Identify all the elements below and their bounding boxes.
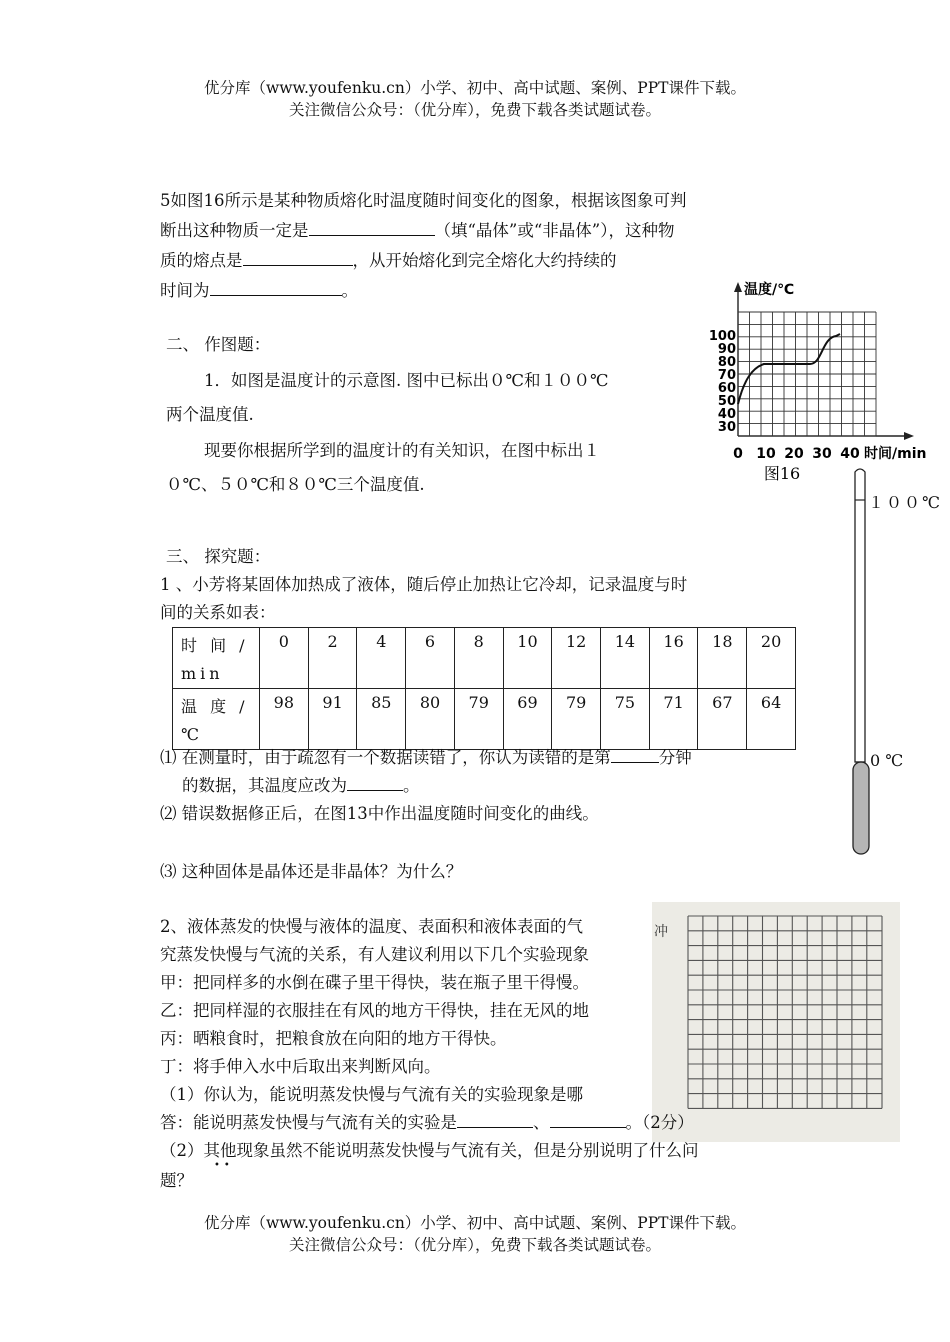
table-cell: 14 xyxy=(601,628,650,689)
s3-sub1-line-2b: 。 xyxy=(403,776,420,795)
graph-paper-grid xyxy=(652,902,900,1142)
header-line-2: 关注微信公众号：（优分库），免费下载各类试题试卷。 xyxy=(288,101,661,119)
thermometer xyxy=(846,466,876,860)
y-tick: 70 xyxy=(717,368,736,383)
table-cell: 79 xyxy=(552,689,601,750)
q2-jia: 甲：把同样多的水倒在碟子里干得快，装在瓶子里干得慢。 xyxy=(160,973,589,992)
table-cell: 71 xyxy=(649,689,698,750)
answer-blank[interactable] xyxy=(347,772,403,791)
q2-answer-line xyxy=(160,1108,694,1138)
q2-bing: 丙：晒粮食时，把粮食放在向阳的地方干得快。 xyxy=(160,1029,507,1048)
footer-line-1: 优分库（www.youfenku.cn）小学、初中、高中试题、案例、PPT课件下载。 xyxy=(203,1214,747,1232)
thermometer-bulb xyxy=(853,762,869,854)
y-tick: 90 xyxy=(717,342,736,357)
s2-q1-line-3: 现要你根据所学到的温度计的有关知识，在图中标出１ xyxy=(204,441,600,460)
table-cell: 16 xyxy=(649,628,698,689)
y-tick: 30 xyxy=(717,420,736,435)
s3-q1-line-2: 间的关系如表： xyxy=(160,603,276,622)
x-axis-arrow xyxy=(904,432,914,440)
table-cell: 69 xyxy=(503,689,552,750)
q5-line-4 xyxy=(160,276,358,306)
s3-q1-line-1: 1 、小芳将某固体加热成了液体，随后停止加热让它冷却，记录温度与时 xyxy=(160,575,688,594)
y-tick: 40 xyxy=(717,407,736,422)
q2-yi: 乙：把同样湿的衣服挂在有风的地方干得快，挂在无风的地 xyxy=(160,1001,589,1020)
answer-blank[interactable] xyxy=(550,1109,626,1128)
y-axis-label: 温度/℃ xyxy=(744,282,795,298)
q2-ding: 丁：将手伸入水中后取出来判断风向。 xyxy=(160,1057,441,1076)
table-cell: 64 xyxy=(747,689,796,750)
answer-blank[interactable] xyxy=(611,744,659,763)
y-tick: 80 xyxy=(717,355,736,370)
table-cell: 80 xyxy=(406,689,455,750)
y-tick: 100 xyxy=(708,329,736,344)
table-cell: 85 xyxy=(357,689,406,750)
x-tick: 30 xyxy=(812,446,832,462)
q5-line-3a: 质的熔点是 xyxy=(160,251,243,270)
q2-ans-a: 答：能说明蒸发快慢与气流有关的实验是 xyxy=(160,1113,457,1132)
table-cell: 75 xyxy=(601,689,650,750)
s2-q1-line-1: 1．如图是温度计的示意图. 图中已标出０℃和１００℃ xyxy=(204,371,609,390)
s3-sub1-line-2 xyxy=(182,771,420,801)
x-tick: 10 xyxy=(756,446,776,462)
table-row xyxy=(173,689,796,750)
s2-q1-line-4: ０℃、５０℃和８０℃三个温度值. xyxy=(166,475,425,494)
temperature-table xyxy=(172,627,796,750)
table-cell: 10 xyxy=(503,628,552,689)
table-cell: 91 xyxy=(308,689,357,750)
grid-fragment-label: 冲 xyxy=(654,924,668,940)
graph-paper-image xyxy=(652,902,900,1142)
x-axis-label: 时间/min xyxy=(864,446,927,462)
s2-q1-line-2: 两个温度值. xyxy=(166,405,254,424)
header-line-1: 优分库（www.youfenku.cn）小学、初中、高中试题、案例、PPT课件下载。 xyxy=(203,79,747,97)
y-tick: 50 xyxy=(717,394,736,409)
y-axis-arrow xyxy=(734,282,742,292)
q5-line-1: 5如图16所示是某种物质熔化时温度随时间变化的图象，根据该图象可判 xyxy=(160,191,687,210)
melting-curve xyxy=(738,334,840,404)
x-tick: 0 xyxy=(733,446,743,462)
q2-ans-end: 。（2分） xyxy=(625,1113,694,1132)
q2-sub2-line-1: （2）其他现象虽然不能说明蒸发快慢与气流有关，但是分别说明了什么问 xyxy=(160,1141,699,1160)
row-label-temp: 温 度 / ℃ xyxy=(173,689,260,750)
thermometer-label-0: 0 ℃ xyxy=(870,751,904,770)
emphasis-dots: •• xyxy=(214,1160,234,1171)
figure-16-graph xyxy=(700,276,940,488)
s3-sub1-line-1b: 分钟 xyxy=(658,748,692,767)
q2-line-2: 究蒸发快慢与气流的关系，有人建议利用以下几个实验现象 xyxy=(160,945,589,964)
s3-sub3: ⑶ 这种固体是晶体还是非晶体？为什么？ xyxy=(160,862,463,881)
footer-line-2: 关注微信公众号：（优分库），免费下载各类试题试卷。 xyxy=(288,1236,661,1254)
q5-line-2b: （填“晶体”或“非晶体”），这种物 xyxy=(434,221,675,240)
q2-ans-sep: 、 xyxy=(533,1113,550,1132)
table-cell: 0 xyxy=(260,628,309,689)
q5-line-2a: 断出这种物质一定是 xyxy=(160,221,309,240)
table-cell: 79 xyxy=(454,689,503,750)
table-cell: 2 xyxy=(308,628,357,689)
table-cell: 4 xyxy=(357,628,406,689)
answer-blank[interactable] xyxy=(243,247,353,266)
table-cell: 12 xyxy=(552,628,601,689)
q2-line-1: 2、液体蒸发的快慢与液体的温度、表面积和液体表面的气 xyxy=(160,917,583,936)
table-row xyxy=(173,628,796,689)
s3-sub2: ⑵ 错误数据修正后，在图13中作出温度随时间变化的曲线。 xyxy=(160,804,599,823)
table-cell: 20 xyxy=(747,628,796,689)
x-tick: 40 xyxy=(840,446,860,462)
figure-caption: 图16 xyxy=(763,464,801,483)
section-2-title: 二、 作图题： xyxy=(166,335,271,354)
grid-lines xyxy=(738,312,876,436)
q5-line-4b: 。 xyxy=(341,281,358,300)
y-tick: 60 xyxy=(717,381,736,396)
s3-sub1-line-1a: ⑴ 在测量时，由于疏忽有一个数据读错了，你认为读错的是第 xyxy=(160,748,611,767)
x-tick: 20 xyxy=(784,446,804,462)
answer-blank[interactable] xyxy=(309,217,435,236)
s3-sub1-line-1 xyxy=(160,743,692,773)
table-cell: 8 xyxy=(454,628,503,689)
answer-blank[interactable] xyxy=(457,1109,533,1128)
q5-line-4a: 时间为 xyxy=(160,281,210,300)
row-label-time: 时 间 / min xyxy=(173,628,260,689)
q2-sub1: （1）你认为，能说明蒸发快慢与气流有关的实验现象是哪 xyxy=(160,1085,583,1104)
table-cell: 6 xyxy=(406,628,455,689)
thermometer-tube xyxy=(855,469,865,762)
thermometer-label-100: １００℃ xyxy=(868,493,942,512)
s3-sub1-line-2a: 的数据，其温度应改为 xyxy=(182,776,347,795)
table-cell: 98 xyxy=(260,689,309,750)
answer-blank[interactable] xyxy=(210,277,342,296)
section-3-title: 三、 探究题： xyxy=(166,547,271,566)
q5-line-2 xyxy=(160,216,675,246)
q5-line-3 xyxy=(160,246,617,276)
table-cell: 18 xyxy=(698,628,747,689)
table-cell: 67 xyxy=(698,689,747,750)
q2-sub2-line-2: 题？ xyxy=(160,1171,193,1190)
q5-line-3b: ，从开始熔化到完全熔化大约持续的 xyxy=(352,251,617,270)
